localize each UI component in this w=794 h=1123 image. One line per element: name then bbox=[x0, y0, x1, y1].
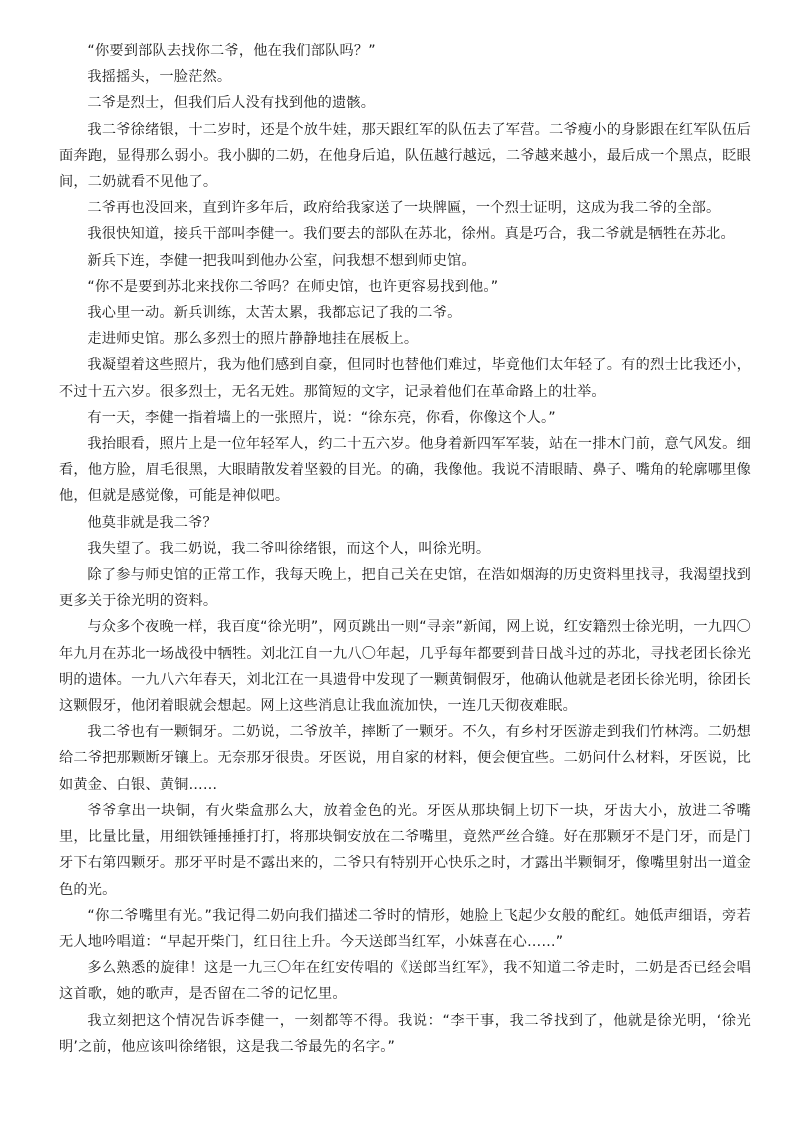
paragraph: 除了参与师史馆的正常工作，我每天晚上，把自己关在史馆，在浩如烟海的历史资料里找寻，我渴望找到更多关于徐光明的资料。 bbox=[59, 567, 751, 610]
paragraph: 我立刻把这个情况告诉李健一，一刻都等不得。我说：“李干事，我二爷找到了，他就是徐光明，‘徐光明’之前，他应该叫徐绪银，这是我二爷最先的名字。” bbox=[59, 1012, 751, 1055]
paragraph: 爷爷拿出一块铜，有火柴盒那么大，放着金色的光。牙医从那块铜上切下一块，牙齿大小，放进二爷嘴里，比量比量，用细铁锤捶捶打打，将那块铜安放在二爷嘴里，竟然严丝合缝。好在那颗牙不是门牙，而是门牙下右第四颗牙。那牙平时是不露出来的，二爷只有特别开心快乐之时，才露出半颗铜牙，像嘴里射出一道金色的光。 bbox=[59, 802, 751, 898]
paragraph: 二爷是烈士，但我们后人没有找到他的遗骸。 bbox=[87, 95, 376, 112]
paragraph: 走进师史馆。那么多烈士的照片静静地挂在展板上。 bbox=[87, 331, 419, 348]
paragraph: 多么熟悉的旋律！这是一九三〇年在红安传唱的《送郎当红军》，我不知道二爷走时，二奶是否已经会唱这首歌，她的歌声，是否留在二爷的记忆里。 bbox=[59, 960, 751, 1003]
paragraph: 我很快知道，接兵干部叫李健一。我们要去的部队在苏北，徐州。真是巧合，我二爷就是牺牲在苏北。 bbox=[87, 226, 735, 243]
paragraph: 与众多个夜晚一样，我百度“徐光明”，网页跳出一则“寻亲”新闻，网上说，红安籍烈士徐光明，一九四〇年九月在苏北一场战役中牺牲。刘北江自一九八〇年起，几乎每年都要到昔日战斗过的苏北，寻找老团长徐光明的遗体。一九八六年春天，刘北江在一具遗骨中发现了一颗黄铜假牙，他确认他就是老团长徐光明，徐团长这颗假牙，他闭着眼就会想起。网上这些消息让我血流加快，一连几天彻夜难眠。 bbox=[59, 619, 751, 715]
paragraph: 二爷再也没回来，直到许多年后，政府给我家送了一块牌匾，一个烈士证明，这成为我二爷的全部。 bbox=[87, 200, 721, 217]
paragraph: 我失望了。我二奶说，我二爷叫徐绪银，而这个人，叫徐光明。 bbox=[87, 540, 491, 557]
paragraph: 他莫非就是我二爷？ bbox=[87, 514, 217, 531]
paragraph: 我二爷也有一颗铜牙。二奶说，二爷放羊，摔断了一颗牙。不久，有乡村牙医游走到我们竹林湾。二奶想给二爷把那颗断牙镶上。无奈那牙很贵。牙医说，用自家的材料，便会便宜些。二奶问什么材料，牙医说，比如黄金、白银、黄铜…… bbox=[59, 724, 751, 793]
paragraph: 有一天，李健一指着墙上的一张照片，说：“徐东亮，你看，你像这个人。” bbox=[87, 409, 556, 426]
paragraph: 我二爷徐绪银，十二岁时，还是个放牛娃，那天跟红军的队伍去了军营。二爷瘦小的身影跟在红军队伍后面奔跑，显得那么弱小。我小脚的二奶，在他身后追，队伍越行越远，二爷越来越小，最后成一个黑点，眨眼间，二奶就看不见他了。 bbox=[59, 121, 751, 191]
document-page bbox=[59, 38, 751, 1060]
paragraph: 我摇摇头，一脸茫然。 bbox=[87, 69, 232, 86]
paragraph: “你要到部队去找你二爷，他在我们部队吗？” bbox=[87, 43, 376, 59]
paragraph: “你不是要到苏北来找你二爷吗？在师史馆，也许更容易找到他。” bbox=[87, 278, 499, 295]
paragraph: 我抬眼看，照片上是一位年轻军人，约二十五六岁。他身着新四军军装，站在一排木门前，意气风发。细看，他方脸，眉毛很黑，大眼睛散发着坚毅的目光。的确，我像他。我说不清眼睛、鼻子、嘴角的轮廓哪里像他，但就是感觉像，可能是神似吧。 bbox=[59, 436, 751, 505]
paragraph: 我凝望着这些照片，我为他们感到自豪，但同时也替他们难过，毕竟他们太年轻了。有的烈士比我还小，不过十五六岁。很多烈士，无名无姓。那简短的文字，记录着他们在革命路上的壮举。 bbox=[59, 357, 751, 400]
paragraph: “你二爷嘴里有光。”我记得二奶向我们描述二爷时的情形，她脸上飞起少女般的酡红。她低声细语，旁若无人地吟唱道：“早起开柴门，红日往上升。今天送郎当红军，小妹喜在心……” bbox=[59, 907, 751, 950]
paragraph: 我心里一动。新兵训练，太苦太累，我都忘记了我的二爷。 bbox=[87, 305, 462, 322]
paragraph: 新兵下连，李健一把我叫到他办公室，问我想不想到师史馆。 bbox=[87, 252, 476, 269]
